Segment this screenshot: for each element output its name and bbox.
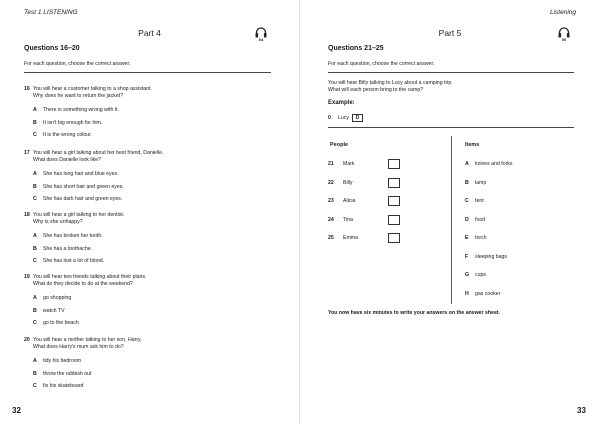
option-text: tidy his bedroom — [43, 358, 82, 364]
question-number: 20 — [24, 337, 30, 343]
option-text: throw the rubbish out — [43, 370, 92, 377]
questions-heading: Questions 16–20 — [24, 45, 80, 52]
column-divider — [451, 136, 452, 304]
person-number: 23 — [328, 198, 334, 204]
answer-option[interactable] — [33, 196, 274, 209]
headphones-icon[interactable] — [255, 27, 267, 43]
example-label: Example: — [328, 100, 355, 106]
answer-option[interactable] — [33, 233, 274, 246]
option-text: She has long hair and blue eyes. — [43, 171, 119, 177]
item-text: torch — [475, 235, 487, 241]
person-number: 21 — [328, 161, 334, 167]
option-text: She has lost a lot of blood. — [43, 258, 105, 265]
answer-option[interactable] — [33, 371, 274, 384]
headphones-icon[interactable] — [558, 27, 570, 43]
option-letter: B — [33, 307, 37, 314]
option-text: It is the wrong colour. — [43, 132, 93, 139]
question-17 — [24, 150, 274, 209]
question-20 — [24, 337, 274, 396]
intro-line: What will each person bring to the camp? — [328, 87, 424, 93]
answer-options — [24, 233, 274, 271]
option-letter: A — [33, 295, 37, 301]
person-name: Mark — [343, 161, 355, 167]
divider — [24, 72, 271, 73]
item-row — [465, 290, 500, 298]
option-text: She has a toothache. — [43, 245, 93, 252]
answer-options — [24, 171, 274, 209]
answer-option[interactable] — [33, 258, 274, 271]
option-letter: C — [33, 383, 37, 390]
option-text: She has broken her tooth. — [43, 233, 103, 239]
person-name: Billy — [343, 179, 353, 186]
person-row — [328, 195, 408, 207]
item-text: food — [475, 216, 486, 223]
answer-option[interactable] — [33, 320, 274, 333]
option-text: She has dark hair and green eyes. — [43, 196, 123, 203]
item-letter: E — [465, 235, 469, 241]
answer-option[interactable] — [33, 171, 274, 184]
divider — [328, 127, 574, 128]
option-text: go to the beach — [43, 320, 79, 327]
option-letter: B — [33, 245, 37, 252]
option-letter: B — [33, 183, 37, 190]
option-letter: B — [33, 119, 37, 126]
answer-option[interactable] — [33, 107, 274, 120]
item-row — [465, 271, 486, 279]
item-letter: D — [465, 216, 469, 223]
question-number: 16 — [24, 86, 30, 92]
option-letter: A — [33, 171, 37, 177]
item-letter: H — [465, 290, 469, 297]
question-prompt: What do they decide to do at the weekend? — [33, 281, 133, 287]
question-18 — [24, 212, 274, 271]
question-prompt: You will hear a customer talking to a shop assistant. — [33, 86, 152, 92]
example-name: Lucy — [338, 115, 349, 121]
option-letter: C — [33, 320, 37, 327]
person-name: Emma — [343, 235, 358, 241]
option-text: There is something wrong with it. — [43, 107, 119, 113]
answer-options — [24, 358, 274, 396]
items-heading: Items — [465, 142, 480, 148]
person-number: 22 — [328, 179, 334, 186]
answer-option[interactable] — [33, 295, 274, 308]
answer-box[interactable] — [388, 178, 400, 188]
person-row — [328, 214, 408, 226]
instruction: For each question, choose the correct answer. — [24, 61, 131, 67]
item-letter: G — [465, 272, 470, 278]
item-text: knives and forks — [475, 161, 513, 167]
item-row — [465, 197, 484, 205]
option-letter: A — [33, 107, 37, 113]
answer-option[interactable] — [33, 120, 274, 133]
option-letter: B — [33, 370, 37, 377]
item-letter: C — [465, 198, 469, 204]
example-answer-box: D — [352, 114, 363, 122]
intro-line: You will hear Billy talking to Lucy about a camping trip. — [328, 80, 453, 86]
question-19 — [24, 274, 274, 333]
example-number: 0 — [328, 115, 331, 121]
question-prompt: Why is she unhappy? — [33, 219, 83, 225]
item-text: sleeping bags — [475, 253, 508, 260]
question-prompt: You will hear a girl talking to her dentist. — [33, 212, 125, 218]
answer-box[interactable] — [388, 233, 400, 243]
answer-options — [24, 107, 274, 145]
item-row — [465, 216, 485, 224]
answer-option[interactable] — [33, 246, 274, 259]
option-letter: C — [33, 132, 37, 139]
person-row — [328, 177, 408, 189]
option-letter: A — [33, 358, 37, 364]
audio-track-number: 04 — [258, 37, 264, 42]
person-number: 25 — [328, 235, 334, 241]
page-number: 32 — [12, 406, 21, 415]
item-row — [465, 234, 487, 242]
question-number: 17 — [24, 150, 30, 156]
question-number: 19 — [24, 274, 30, 280]
question-16 — [24, 86, 274, 145]
option-text: watch TV — [43, 307, 65, 314]
question-prompt: What does Harry's mum ask him to do? — [33, 344, 124, 350]
option-text: She has short hair and green eyes. — [43, 183, 124, 190]
option-text: fix his skateboard — [43, 383, 84, 390]
answer-box[interactable] — [388, 159, 400, 169]
question-prompt: You will hear a girl talking about her best friend, Danielle. — [33, 150, 164, 156]
example-row — [328, 114, 363, 122]
person-number: 24 — [328, 216, 334, 223]
item-text: gas cooker — [475, 290, 501, 297]
closing-instruction: You now have six minutes to write your answers on the answer sheet. — [328, 310, 500, 316]
item-letter: B — [465, 179, 469, 186]
option-letter: C — [33, 196, 37, 203]
option-text: It isn't big enough for him. — [43, 119, 103, 126]
audio-track-number: 05 — [561, 37, 567, 42]
task-intro — [328, 80, 453, 94]
running-head: Listening — [550, 9, 577, 16]
option-text: go shopping — [43, 295, 72, 301]
questions-heading: Questions 21–25 — [328, 45, 384, 52]
question-prompt: What does Danielle look like? — [33, 157, 102, 163]
person-row — [328, 158, 408, 170]
divider — [328, 72, 574, 73]
item-row — [465, 160, 512, 168]
option-letter: A — [33, 233, 37, 239]
person-name: Alicia — [343, 198, 356, 204]
item-row — [465, 179, 486, 187]
item-text: tent — [475, 198, 484, 204]
answer-option[interactable] — [33, 132, 274, 145]
question-number: 18 — [24, 212, 30, 218]
answer-box[interactable] — [388, 215, 400, 225]
question-prompt: You will hear two friends talking about their plans. — [33, 274, 147, 280]
people-heading: People — [330, 142, 349, 148]
answer-options — [24, 295, 274, 333]
answer-option[interactable] — [33, 308, 274, 321]
page-number: 33 — [577, 406, 586, 415]
instruction: For each question, choose the correct answer. — [328, 61, 435, 67]
item-text: cups — [475, 272, 486, 278]
option-letter: C — [33, 258, 37, 265]
person-name: Tina — [343, 216, 353, 223]
item-letter: F — [465, 253, 469, 260]
answer-option[interactable] — [33, 358, 274, 371]
question-prompt: You will hear a mother talking to her son, Harry. — [33, 337, 142, 343]
answer-box[interactable] — [388, 196, 400, 206]
item-text: lamp — [475, 179, 487, 186]
item-row — [465, 253, 507, 261]
running-head: Test 1 LISTENING — [24, 9, 78, 16]
answer-option[interactable] — [33, 184, 274, 197]
item-letter: A — [465, 161, 469, 167]
answer-option[interactable] — [33, 383, 274, 396]
question-prompt: Why does he want to return the jacket? — [33, 93, 123, 99]
part-title: Part 4 — [138, 28, 161, 38]
person-row — [328, 232, 408, 244]
part-title: Part 5 — [438, 28, 462, 38]
